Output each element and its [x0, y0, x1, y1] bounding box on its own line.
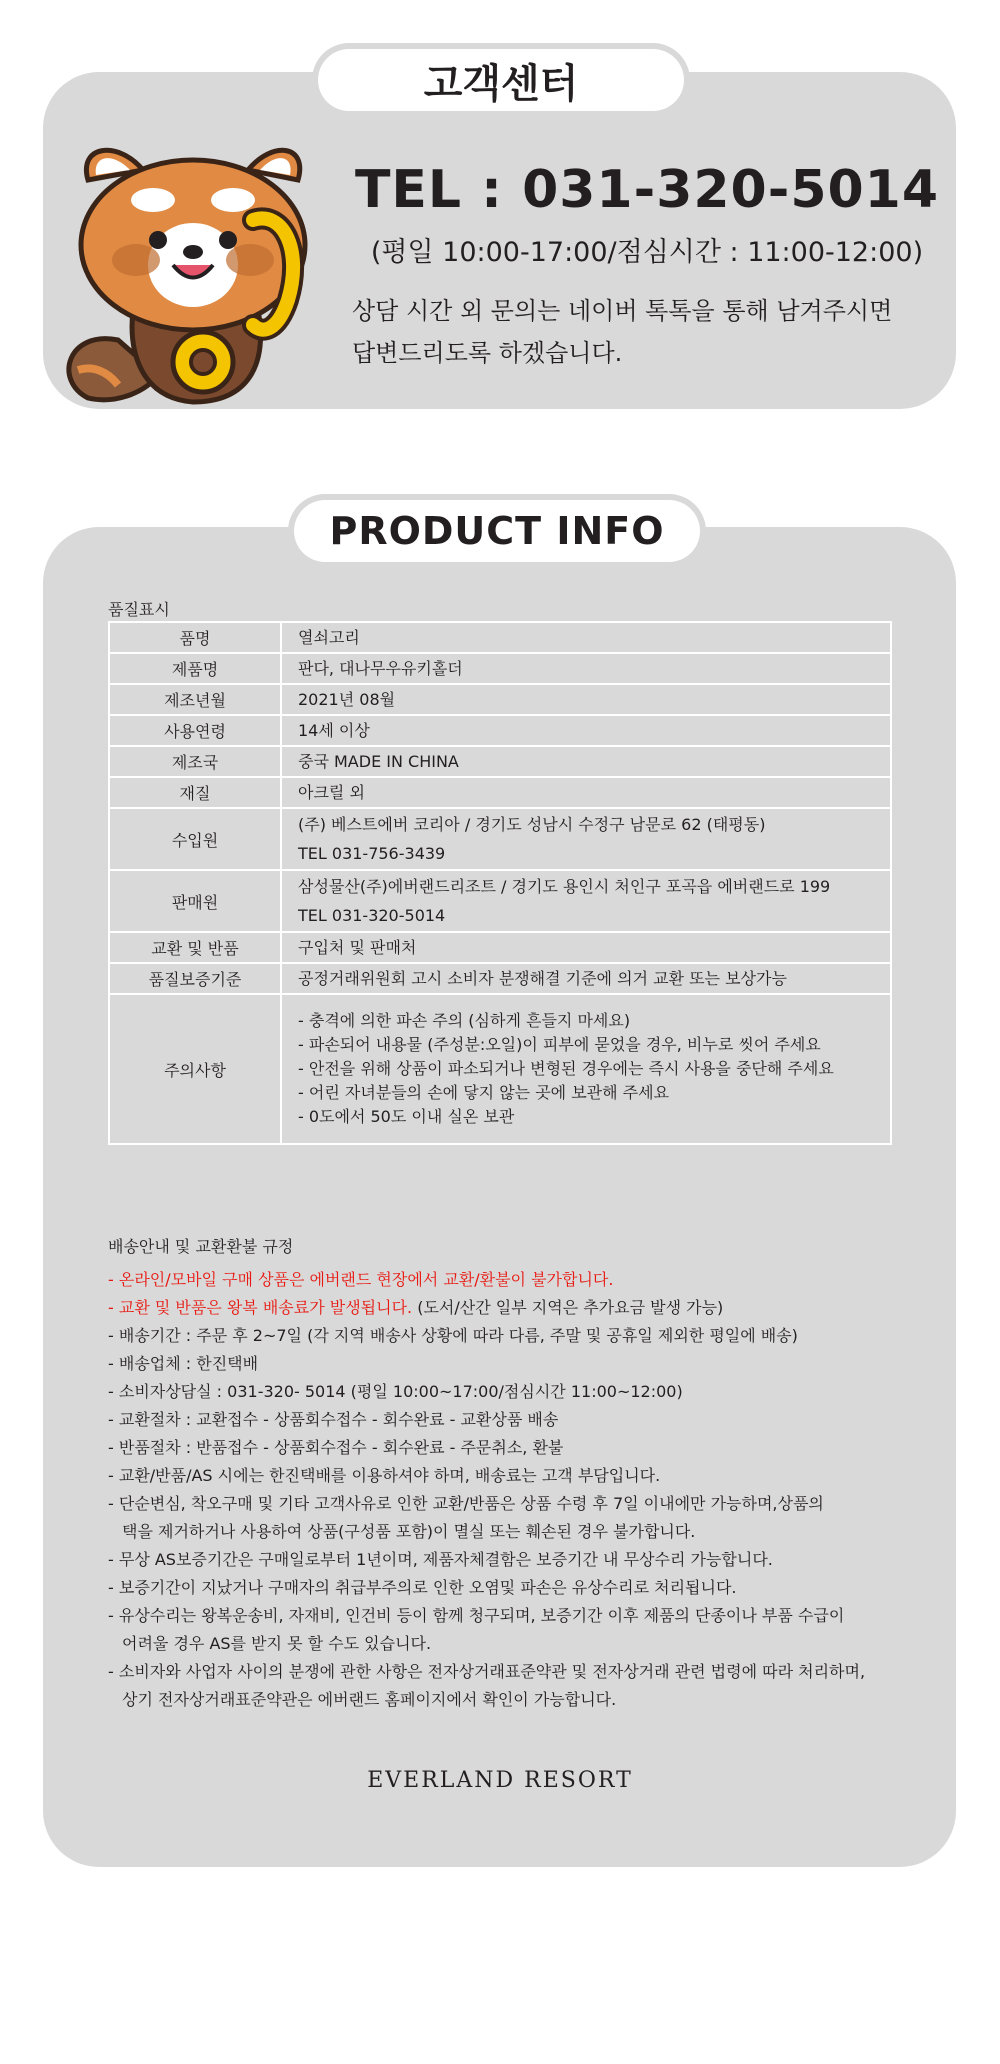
customer-service-title: 고객센터 [318, 49, 684, 111]
shipping-policy-item: - 반품절차 : 반품접수 - 상품회수접수 - 회수완료 - 주문취소, 환불 [108, 1438, 564, 1457]
quality-table-key: 교환 및 반품 [109, 932, 281, 963]
quality-table-value [281, 777, 891, 808]
quality-table-key: 품질보증기준 [109, 963, 281, 994]
caution-item: - 안전을 위해 상품이 파소되거나 변형된 경우에는 즉시 사용을 중단해 주세요 [298, 1059, 834, 1078]
after-hours-note-line: 상담 시간 외 문의는 네이버 톡톡을 통해 남겨주시면 [352, 297, 893, 325]
quality-table-key: 제조국 [109, 746, 281, 777]
shipping-policy-item: - 교환/반품/AS 시에는 한진택배를 이용하셔야 하며, 배송료는 고객 부담입니다. [108, 1466, 661, 1485]
after-hours-note-line: 답변드리도록 하겠습니다. [352, 339, 623, 367]
quality-label-title: 품질표시 [108, 600, 170, 619]
quality-table-key: 제품명 [109, 653, 281, 684]
quality-table-value [281, 622, 891, 653]
shipping-policy-item: - 소비자상담실 : 031-320- 5014 (평일 10:00~17:00/점심시간 11:00~12:00) [108, 1382, 683, 1401]
caution-item: - 충격에 의한 파손 주의 (심하게 흔들지 마세요) [298, 1011, 631, 1030]
quality-table-row [109, 963, 891, 994]
shipping-policy-item: - 배송업체 : 한진택배 [108, 1354, 259, 1373]
shipping-policy-item: - 단순변심, 착오구매 및 기타 고객사유로 인한 교환/반품은 상품 수령 후 7일 이내에만 가능하며,상품의 택을 제거하거나 사용하여 상품(구성품 포함)이 멸실 또는 훼손된 경우 불가합니다. [108, 1494, 824, 1541]
quality-table-value [281, 808, 891, 870]
caution-item: - 파손되어 내용물 (주성분:오일)이 피부에 묻었을 경우, 비누로 씻어 주세요 [298, 1035, 821, 1054]
quality-table-value [281, 994, 891, 1144]
quality-table-row [109, 653, 891, 684]
red-panda-mascot-icon [48, 140, 333, 405]
quality-table-key: 사용연령 [109, 715, 281, 746]
shipping-policy-item: - 배송기간 : 주문 후 2~7일 (각 지역 배송사 상황에 따라 다름, 주말 및 공휴일 제외한 평일에 배송) [108, 1326, 798, 1345]
quality-table-value-line: 아크릴 외 [298, 783, 365, 802]
caution-item: - 0도에서 50도 이내 실온 보관 [298, 1107, 515, 1126]
quality-table-value-line: 공정거래위원회 고시 소비자 분쟁해결 기준에 의거 교환 또는 보상가능 [298, 969, 787, 988]
shipping-policy-item: - 무상 AS보증기간은 구매일로부터 1년이며, 제품자체결함은 보증기간 내 무상수리 가능합니다. [108, 1550, 773, 1569]
shipping-policy-item: - 유상수리는 왕복운송비, 자재비, 인건비 등이 함께 청구되며, 보증기간 이후 제품의 단종이나 부품 수급이 어려울 경우 AS를 받지 못 할 수도 있습니다. [108, 1606, 845, 1653]
quality-table-value [281, 653, 891, 684]
caution-item: - 어린 자녀분들의 손에 닿지 않는 곳에 보관해 주세요 [298, 1083, 670, 1102]
quality-table-value-line: 열쇠고리 [298, 628, 360, 647]
quality-table-value-line: 판다, 대나무우유키홀더 [298, 659, 463, 678]
quality-table-key: 판매원 [109, 870, 281, 932]
quality-table-row [109, 684, 891, 715]
shipping-policy-item: - 소비자와 사업자 사이의 분쟁에 관한 사항은 전자상거래표준약관 및 전자상거래 관련 법령에 따라 처리하며, 상기 전자상거래표준약관은 에버랜드 홈페이지에서 확인이 가능합니다. [108, 1662, 866, 1709]
quality-table-key: 재질 [109, 777, 281, 808]
quality-table-value-line: 삼성물산(주)에버랜드리조트 / 경기도 용인시 처인구 포곡읍 에버랜드로 199 [298, 877, 831, 896]
shipping-policy-title: 배송안내 및 교환환불 규정 [108, 1237, 294, 1256]
quality-table-value-line: TEL 031-320-5014 [298, 906, 446, 925]
quality-table-value [281, 715, 891, 746]
quality-table-value [281, 963, 891, 994]
quality-table-row [109, 777, 891, 808]
product-info-title: PRODUCT INFO [294, 500, 700, 562]
quality-table-row [109, 622, 891, 653]
quality-table-value-line: 14세 이상 [298, 721, 370, 740]
quality-table-value-line: 중국 MADE IN CHINA [298, 752, 459, 771]
after-hours-note [352, 290, 932, 374]
shipping-policy-item: - 교환절차 : 교환접수 - 상품회수접수 - 회수완료 - 교환상품 배송 [108, 1410, 559, 1429]
quality-table-row [109, 870, 891, 932]
quality-table-row [109, 808, 891, 870]
quality-table-value [281, 746, 891, 777]
quality-table-value [281, 870, 891, 932]
everland-resort-logo: EVERLAND RESORT [367, 1768, 633, 1793]
quality-table-value [281, 932, 891, 963]
quality-table-key: 주의사항 [109, 994, 281, 1144]
quality-table-row [109, 746, 891, 777]
quality-table-key: 품명 [109, 622, 281, 653]
quality-label-table [108, 621, 892, 1145]
quality-table-key: 제조년월 [109, 684, 281, 715]
quality-table-value-line: 구입처 및 판매처 [298, 938, 417, 957]
quality-table-key: 수입원 [109, 808, 281, 870]
quality-table-value-line: 2021년 08월 [298, 690, 396, 709]
quality-table-value [281, 684, 891, 715]
shipping-policy-item: - 온라인/모바일 구매 상품은 에버랜드 현장에서 교환/환불이 불가합니다. [108, 1270, 614, 1289]
shipping-policy-item: - 보증기간이 지났거나 구매자의 취급부주의로 인한 오염및 파손은 유상수리로 처리됩니다. [108, 1578, 737, 1597]
quality-table-value-line: (주) 베스트에버 코리아 / 경기도 성남시 수정구 남문로 62 (태평동) [298, 815, 766, 834]
quality-table-value-line: TEL 031-756-3439 [298, 844, 446, 863]
quality-table-row [109, 715, 891, 746]
shipping-policy-item: - 교환 및 반품은 왕복 배송료가 발생됩니다. (도서/산간 일부 지역은 추가요금 발생 가능) [108, 1298, 724, 1317]
phone-number: TEL : 031-320-5014 [354, 160, 940, 220]
quality-table-row [109, 932, 891, 963]
shipping-policy-list [108, 1266, 908, 1714]
quality-table-row [109, 994, 891, 1144]
business-hours: (평일 10:00-17:00/점심시간 : 11:00-12:00) [370, 237, 924, 268]
